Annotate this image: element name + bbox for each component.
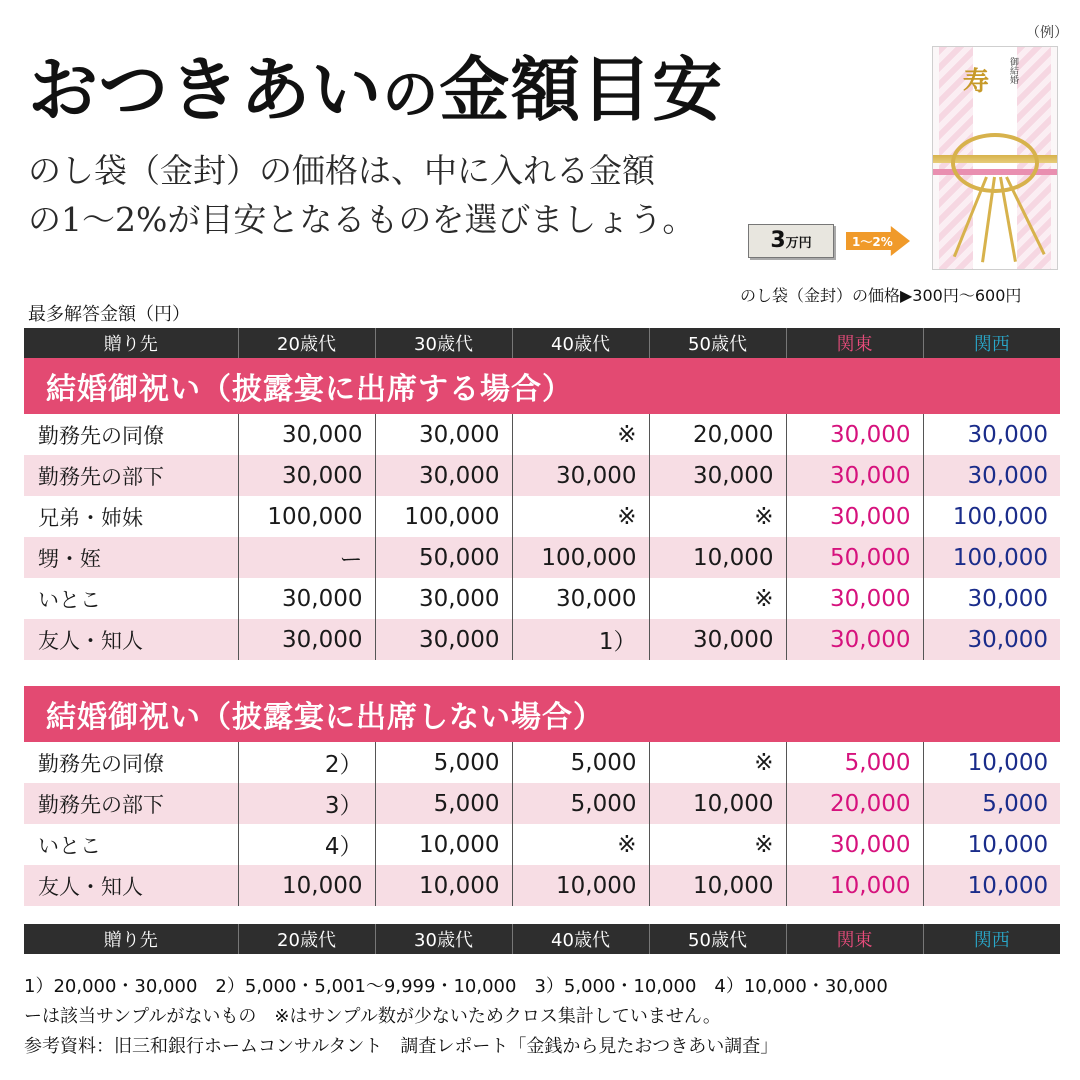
amount-cell: 30,000 <box>238 414 375 455</box>
amount-cell: 30,000 <box>967 585 1048 612</box>
amount-cell: 100,000 <box>238 496 375 537</box>
table-row <box>24 824 1060 865</box>
amount-cell: 3） <box>238 783 375 824</box>
amount-cell: 30,000 <box>375 455 512 496</box>
footnote-line-1: 1）20,000・30,000 2）5,000・5,001〜9,999・10,000 3）5,000・10,000 4）10,000・30,000 <box>24 976 888 997</box>
amount-cell: 50,000 <box>786 537 923 578</box>
amount-cell: 30,000 <box>923 619 1060 660</box>
section-title: 結婚御祝い（披露宴に出席しない場合） <box>24 686 1060 742</box>
recipient-cell: 兄弟・姉妹 <box>24 496 238 537</box>
col-header: 20歳代 <box>238 328 375 358</box>
amount-cell: 20,000 <box>649 414 786 455</box>
amount-table-not-attending <box>24 686 1060 906</box>
column-footer-table <box>24 924 1060 954</box>
amount-cell: 30,000 <box>238 619 375 660</box>
amount-cell: 20,000 <box>786 783 923 824</box>
title-part-a: おつきあい <box>28 48 383 131</box>
amount-cell: 10,000 <box>923 865 1060 906</box>
amount-cell: ※ <box>512 496 649 537</box>
col-footer: 50歳代 <box>649 924 786 954</box>
amount-cell: 30,000 <box>967 421 1048 448</box>
table-row <box>24 496 1060 537</box>
amount-cell: 5,000 <box>786 742 923 783</box>
section-title-row <box>24 358 1060 414</box>
amount-value: 3 <box>770 228 786 253</box>
table-row <box>24 865 1060 906</box>
amount-cell: 10,000 <box>238 865 375 906</box>
footnotes <box>24 972 888 1062</box>
amount-cell: 30,000 <box>786 414 923 455</box>
amount-cell: 2） <box>238 742 375 783</box>
amount-cell: ※ <box>512 824 649 865</box>
amount-cell: 100,000 <box>952 503 1048 530</box>
section-title: 結婚御祝い（披露宴に出席する場合） <box>24 358 1060 414</box>
amount-cell: ※ <box>649 742 786 783</box>
ratio-label: 1〜2% <box>852 235 893 249</box>
footnote-line-3: 参考資料：旧三和銀行ホームコンサルタント 調査レポート「金銭から見たおつきあい調査」 <box>24 1036 779 1057</box>
table-row <box>24 537 1060 578</box>
amount-cell: 30,000 <box>375 619 512 660</box>
amount-cell: 10,000 <box>967 749 1049 776</box>
amount-cell: 30,000 <box>786 496 923 537</box>
amount-cell: 30,000 <box>375 414 512 455</box>
table-row <box>24 783 1060 824</box>
amount-cell: 10,000 <box>649 783 786 824</box>
column-header-row <box>24 328 1060 358</box>
amount-cell: 10,000 <box>512 865 649 906</box>
amount-cell: 1） <box>512 619 649 660</box>
amount-cell: ※ <box>649 496 786 537</box>
amount-cell: 10,000 <box>649 537 786 578</box>
title-part-no: の <box>382 62 440 128</box>
amount-cell: ※ <box>649 824 786 865</box>
amount-cell: 30,000 <box>512 578 649 619</box>
amount-cell: 5,000 <box>512 783 649 824</box>
amount-cell: 30,000 <box>923 455 1060 496</box>
amount-unit: 万円 <box>785 236 812 251</box>
amount-cell: 5,000 <box>923 783 1060 824</box>
col-footer: 40歳代 <box>512 924 649 954</box>
col-footer: 20歳代 <box>238 924 375 954</box>
recipient-cell: 勤務先の部下 <box>24 783 238 824</box>
recipient-cell: 勤務先の部下 <box>24 455 238 496</box>
recipient-cell: 友人・知人 <box>24 619 238 660</box>
amount-cell: 5,000 <box>512 742 649 783</box>
col-footer-kansai: 関西 <box>923 924 1060 954</box>
table-row <box>24 742 1060 783</box>
amount-cell: 10,000 <box>786 865 923 906</box>
recipient-cell: いとこ <box>24 578 238 619</box>
amount-table-attending <box>24 328 1060 660</box>
recipient-cell: 勤務先の同僚 <box>24 414 238 455</box>
recipient-cell: 勤務先の同僚 <box>24 742 238 783</box>
col-header: 30歳代 <box>375 328 512 358</box>
col-header: 贈り先 <box>24 328 238 358</box>
table-row <box>24 578 1060 619</box>
lead-line-2: の1〜2%が目安となるものを選びましょう。 <box>28 200 696 239</box>
recipient-cell: 友人・知人 <box>24 865 238 906</box>
unit-label: 最多解答金額（円） <box>28 304 190 325</box>
col-footer-kanto: 関東 <box>786 924 923 954</box>
amount-cell: 50,000 <box>375 537 512 578</box>
amount-cell: 30,000 <box>238 578 375 619</box>
col-header: 50歳代 <box>649 328 786 358</box>
table-row <box>24 455 1060 496</box>
amount-cell: 10,000 <box>375 865 512 906</box>
col-header-kanto: 関東 <box>786 328 923 358</box>
col-header-kansai: 関西 <box>923 328 1060 358</box>
amount-cell: 30,000 <box>238 455 375 496</box>
recipient-cell: いとこ <box>24 824 238 865</box>
amount-cell: 100,000 <box>375 496 512 537</box>
amount-cell: 30,000 <box>375 578 512 619</box>
col-header: 40歳代 <box>512 328 649 358</box>
amount-cell: 10,000 <box>967 831 1049 858</box>
amount-cell: 5,000 <box>375 783 512 824</box>
amount-cell: 10,000 <box>649 865 786 906</box>
noshi-envelope-image <box>932 46 1058 270</box>
envelope-small-text: 御結婚 <box>1008 57 1018 84</box>
footnote-line-2: ーは該当サンプルがないもの ※はサンプル数が少ないためクロス集計していません。 <box>24 1006 721 1027</box>
amount-box <box>748 224 834 258</box>
amount-cell: ※ <box>512 414 649 455</box>
amount-cell: 30,000 <box>786 455 923 496</box>
table-row <box>24 619 1060 660</box>
amount-cell: 30,000 <box>786 824 923 865</box>
amount-cell: 4） <box>238 824 375 865</box>
col-footer: 贈り先 <box>24 924 238 954</box>
page-title <box>28 34 723 135</box>
recipient-cell: 甥・姪 <box>24 537 238 578</box>
envelope-kotobuki-text: 寿 <box>963 67 990 97</box>
col-footer: 30歳代 <box>375 924 512 954</box>
amount-cell: ※ <box>649 578 786 619</box>
amount-cell: 100,000 <box>512 537 649 578</box>
lead-line-1: のし袋（金封）の価格は、中に入れる金額 <box>28 151 655 190</box>
table-row <box>24 414 1060 455</box>
amount-cell: 30,000 <box>649 619 786 660</box>
example-label: （例） <box>1026 25 1068 41</box>
section-title-row <box>24 686 1060 742</box>
amount-cell: 30,000 <box>512 455 649 496</box>
lead-text <box>28 146 695 244</box>
amount-cell: 30,000 <box>649 455 786 496</box>
amount-cell: 10,000 <box>375 824 512 865</box>
title-part-b: 金額目安 <box>439 48 724 131</box>
amount-cell: ー <box>238 537 375 578</box>
amount-cell: 100,000 <box>923 537 1060 578</box>
amount-cell: 5,000 <box>375 742 512 783</box>
amount-cell: 30,000 <box>786 578 923 619</box>
column-footer-row <box>24 924 1060 954</box>
envelope-price-caption: のし袋（金封）の価格▶300円〜600円 <box>740 286 1022 305</box>
amount-cell: 30,000 <box>786 619 923 660</box>
